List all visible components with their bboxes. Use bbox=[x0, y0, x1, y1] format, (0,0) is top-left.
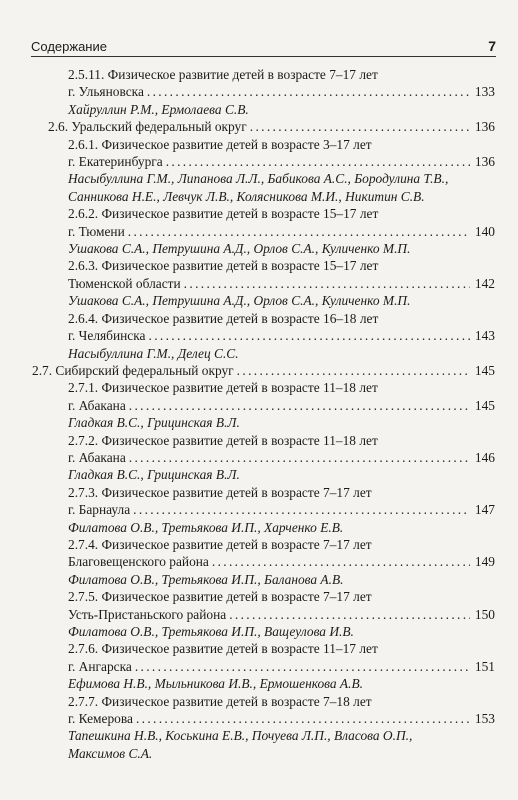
toc-entry bbox=[48, 153, 495, 170]
dot-leader bbox=[128, 223, 470, 240]
toc-authors bbox=[48, 414, 495, 431]
toc-authors bbox=[48, 745, 495, 762]
dot-leader bbox=[212, 553, 470, 570]
toc-entry-title bbox=[48, 484, 495, 501]
toc-page-number: 149 bbox=[474, 554, 495, 570]
toc-entry-text: 2.7.7. Физическое развитие детей в возрасте 7–18 лет bbox=[68, 693, 372, 709]
toc-entry-text: 2.6.3. Физическое развитие детей в возрасте 15–17 лет bbox=[68, 258, 379, 274]
toc-entry bbox=[48, 606, 495, 623]
dot-leader bbox=[136, 710, 470, 727]
toc-entry bbox=[48, 658, 495, 675]
toc-authors bbox=[48, 466, 495, 483]
authors-text: Хайруллин Р.М., Ермолаева С.В. bbox=[68, 101, 249, 117]
page-number: 7 bbox=[488, 38, 496, 54]
toc-entry-text: 2.5.11. Физическое развитие детей в возрасте 7–17 лет bbox=[68, 67, 378, 82]
toc-entry bbox=[48, 275, 495, 292]
toc-entry bbox=[48, 223, 495, 240]
toc-entry-title bbox=[48, 588, 495, 605]
toc-entry bbox=[48, 83, 495, 100]
dot-leader bbox=[135, 658, 470, 675]
toc-authors bbox=[48, 240, 495, 257]
authors-text: Гладкая В.С., Грицинская В.Л. bbox=[68, 415, 240, 431]
toc-entry bbox=[48, 327, 495, 344]
dot-leader bbox=[129, 397, 470, 414]
toc-authors bbox=[48, 727, 495, 744]
toc-page-number: 136 bbox=[474, 119, 495, 135]
authors-text: Тапешкина Н.В., Коськина Е.В., Почуева Л.П., Власова О.П., bbox=[68, 728, 413, 744]
dot-leader bbox=[237, 362, 470, 379]
authors-text: Насыбуллина Г.М., Липанова Л.Л., Бабикова А.С., Бородулина Т.В., bbox=[68, 171, 449, 187]
authors-text: Ефимова Н.В., Мыльникова И.В., Ермошенкова А.В. bbox=[68, 676, 363, 692]
toc-page-number: 143 bbox=[474, 328, 495, 344]
toc-entry-text: г. Барнаула bbox=[68, 502, 131, 518]
authors-text: Филатова О.В., Третьякова И.П., Баланова А.В. bbox=[68, 571, 344, 587]
running-header bbox=[31, 34, 496, 57]
toc-entry-title bbox=[48, 310, 495, 327]
toc-entry-text: 2.7.5. Физическое развитие детей в возрасте 7–17 лет bbox=[68, 589, 372, 605]
dot-leader bbox=[250, 118, 470, 135]
dot-leader bbox=[149, 327, 471, 344]
toc-authors bbox=[48, 292, 495, 309]
dot-leader bbox=[166, 153, 470, 170]
toc-page-number: 146 bbox=[474, 449, 495, 465]
toc-page-number: 136 bbox=[474, 154, 495, 170]
toc-entry-title bbox=[48, 640, 495, 657]
toc-authors bbox=[48, 101, 495, 118]
toc-entry-title bbox=[48, 205, 495, 222]
toc-entry-text: 2.7.3. Физическое развитие детей в возрасте 7–17 лет bbox=[68, 484, 372, 500]
toc-entry-text: г. Абакана bbox=[68, 397, 126, 413]
toc-entry bbox=[48, 501, 495, 518]
toc-entry-text: 2.6. Уральский федеральный округ bbox=[48, 119, 247, 135]
toc-entry-text: Тюменской области bbox=[68, 275, 181, 291]
toc-entry-text: 2.7. Сибирский федеральный округ bbox=[32, 362, 234, 378]
dot-leader bbox=[184, 275, 470, 292]
toc-entry bbox=[48, 449, 495, 466]
toc-entry bbox=[32, 362, 495, 379]
authors-text: Филатова О.В., Третьякова И.П., Ващеулова И.В. bbox=[68, 624, 354, 639]
toc-entry-title bbox=[48, 257, 495, 274]
toc-entry-text: г. Екатеринбурга bbox=[68, 154, 163, 170]
header-title: Содержание bbox=[31, 39, 107, 54]
toc-page-number: 145 bbox=[474, 397, 495, 413]
toc-entry bbox=[48, 553, 495, 570]
dot-leader bbox=[147, 83, 470, 100]
toc-entry bbox=[48, 397, 495, 414]
toc-page-number: 142 bbox=[474, 275, 495, 291]
toc-authors bbox=[48, 188, 495, 205]
toc-entry-title bbox=[48, 136, 495, 153]
toc-entry-text: г. Абакана bbox=[68, 449, 126, 465]
toc-entry-text: г. Тюмени bbox=[68, 223, 125, 239]
toc-entry-text: 2.6.2. Физическое развитие детей в возрасте 15–17 лет bbox=[68, 206, 379, 222]
dot-leader bbox=[129, 449, 470, 466]
authors-text: Гладкая В.С., Грицинская В.Л. bbox=[68, 467, 240, 483]
toc-authors bbox=[48, 519, 495, 536]
toc-authors bbox=[48, 345, 495, 362]
dot-leader bbox=[229, 606, 470, 623]
toc-page-number: 151 bbox=[474, 658, 495, 674]
toc-entry-text: г. Ангарска bbox=[68, 658, 132, 674]
dot-leader bbox=[133, 501, 470, 518]
toc-entry-title bbox=[48, 432, 495, 449]
toc-entry bbox=[48, 710, 495, 727]
toc-entry-text: г. Кемерова bbox=[68, 711, 133, 727]
toc-entry-text: Усть-Пристаньского района bbox=[68, 606, 227, 622]
toc-page-number: 153 bbox=[474, 711, 495, 727]
toc-authors bbox=[48, 623, 495, 640]
toc-entry-text: 2.7.2. Физическое развитие детей в возрасте 11–18 лет bbox=[68, 432, 378, 448]
toc-page-number: 150 bbox=[474, 606, 495, 622]
toc-authors bbox=[48, 170, 495, 187]
toc-page-number: 140 bbox=[474, 223, 495, 239]
toc-entry-text: г. Ульяновска bbox=[68, 84, 144, 100]
authors-text: Максимов С.А. bbox=[68, 745, 153, 761]
toc-page-number: 147 bbox=[474, 502, 495, 518]
toc-page-number: 133 bbox=[474, 84, 495, 100]
toc-entry-title bbox=[48, 536, 495, 553]
authors-text: Ушакова С.А., Петрушина А.Д., Орлов С.А., Куличенко М.П. bbox=[68, 293, 411, 309]
toc-entry-title bbox=[48, 66, 495, 83]
authors-text: Ушакова С.А., Петрушина А.Д., Орлов С.А., Куличенко М.П. bbox=[68, 241, 411, 257]
toc-authors bbox=[48, 571, 495, 588]
toc-entry-title bbox=[48, 693, 495, 710]
toc-entry-text: 2.7.1. Физическое развитие детей в возрасте 11–18 лет bbox=[68, 380, 378, 396]
toc-entry-text: 2.7.4. Физическое развитие детей в возрасте 7–17 лет bbox=[68, 536, 372, 552]
toc-entry-text: г. Челябинска bbox=[68, 328, 146, 344]
toc-entry-text: Благовещенского района bbox=[68, 554, 209, 570]
authors-text: Насыбуллина Г.М., Делец С.С. bbox=[68, 345, 239, 361]
authors-text: Филатова О.В., Третьякова И.П., Харченко Е.В. bbox=[68, 519, 344, 535]
toc-authors bbox=[48, 675, 495, 692]
table-of-contents bbox=[32, 66, 495, 762]
toc-entry-text: 2.6.4. Физическое развитие детей в возрасте 16–18 лет bbox=[68, 310, 379, 326]
toc-entry bbox=[48, 118, 495, 135]
toc-entry-text: 2.7.6. Физическое развитие детей в возрасте 11–17 лет bbox=[68, 641, 378, 657]
toc-page-number: 145 bbox=[474, 362, 495, 378]
toc-entry-title bbox=[48, 379, 495, 396]
authors-text: Санникова Н.Е., Левчук Л.В., Колясникова М.И., Никитин С.В. bbox=[68, 188, 425, 204]
toc-entry-text: 2.6.1. Физическое развитие детей в возрасте 3–17 лет bbox=[68, 136, 372, 152]
